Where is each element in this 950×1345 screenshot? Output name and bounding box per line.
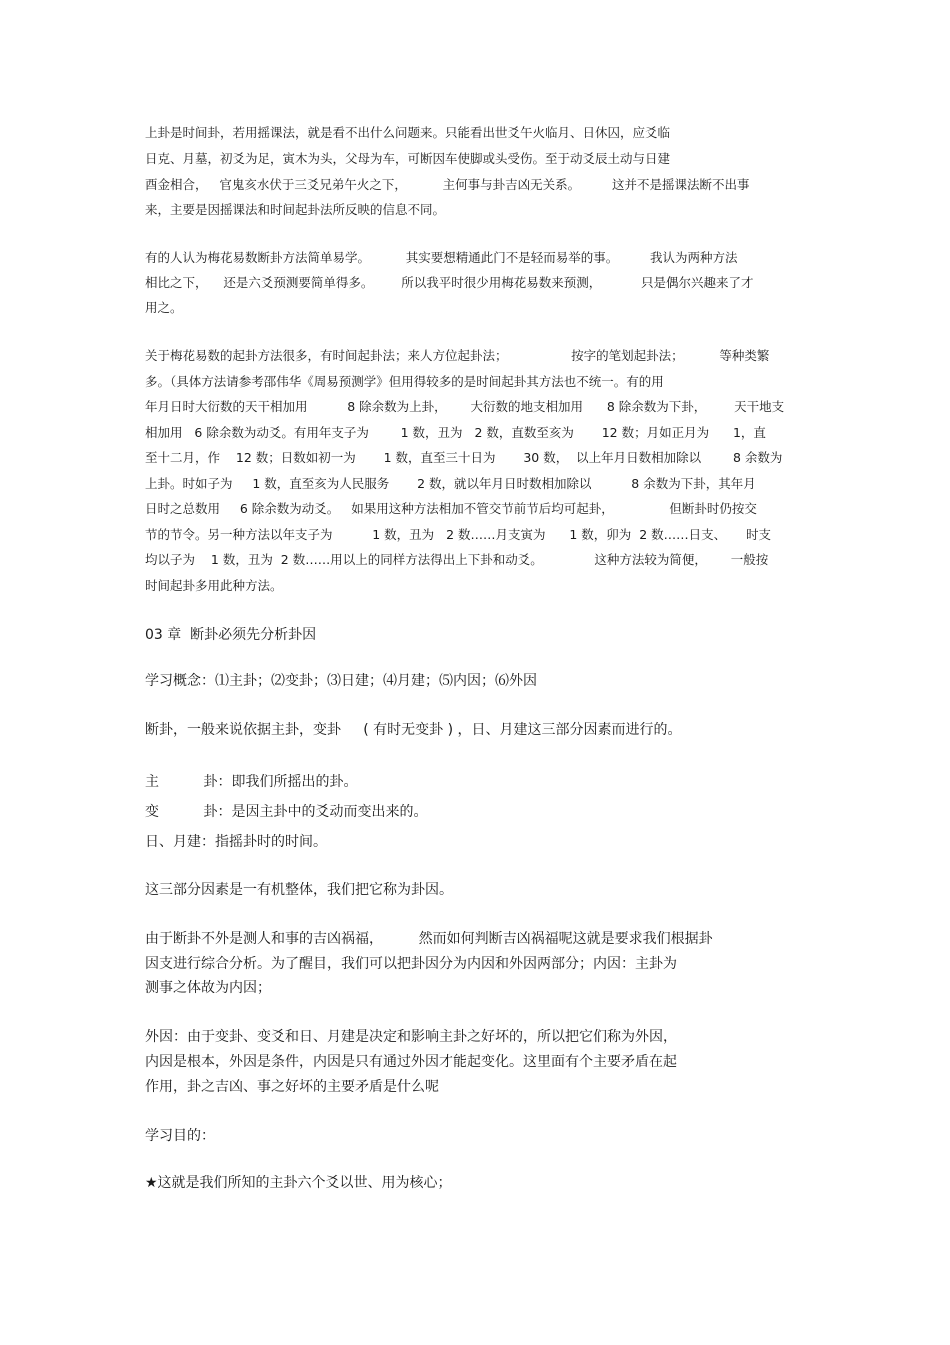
outer-line-3: 作用，卦之吉凶、事之好坏的主要矛盾是什么呢 — [145, 1079, 439, 1095]
para2-line-3: 用之。 — [145, 300, 183, 315]
para3-line-1: 关于梅花易数的起卦方法很多，有时间起卦法；来人方位起卦法； 按字的笔划起卦法； 等种类繁 — [145, 348, 770, 363]
para3-line-10: 时间起卦多用此种方法。 — [145, 578, 283, 593]
para1-line-4: 来，主要是因摇课法和时间起卦法所反映的信息不同。 — [145, 202, 446, 217]
purpose-item: ★这就是我们所知的主卦六个爻以世、用为核心； — [145, 1175, 452, 1191]
para3-line-6: 上卦。时如子为 1 数，直至亥为人民服务 2 数，就以年月日时数相加除以 8 余数为下卦，其年月 — [145, 476, 756, 491]
para3-line-5: 至十二月，作 12 数；日数如初一为 1 数，直至三十日为 30 数， 以上年月日数相加除以 8 余数为 — [145, 450, 783, 465]
inner-line-2: 因支进行综合分析。为了醒目，我们可以把卦因分为内因和外因两部分；内因：主卦为 — [145, 956, 677, 972]
inner-line-3: 测事之体故为内因； — [145, 980, 271, 996]
inner-line-1: 由于断卦不外是测人和事的吉凶祸福， 然而如何判断吉凶祸福呢这就是要求我们根据卦 — [145, 931, 713, 947]
para2-line-2: 相比之下， 还是六爻预测要简单得多。 所以我平时很少用梅花易数来预测， 只是偶尔兴趣来了才 — [145, 275, 754, 290]
outer-line-1: 外因：由于变卦、变爻和日、月建是决定和影响主卦之好坏的，所以把它们称为外因， — [145, 1029, 677, 1045]
intro-sentence: 断卦，一般来说依据主卦，变卦 ( 有时无变卦 ) ，日、月建这三部分因素而进行的。 — [145, 722, 682, 738]
para3-line-7: 日时之总数用 6 除余数为动爻。 如果用这种方法相加不管交节前节后均可起卦， 但断卦时仍按交 — [145, 501, 757, 516]
para3-line-2: 多。（具体方法请参考邵伟华《周易预测学》但用得较多的是时间起卦其方法也不统一。有的用 — [145, 374, 664, 389]
definition-time: 日、月建：指摇卦时的时间。 — [145, 834, 327, 850]
chapter-title: 03 章 断卦必须先分析卦因 — [145, 627, 317, 643]
para1-line-3: 酉金相合， 官鬼亥水伏于三爻兄弟午火之下， 主何事与卦吉凶无关系。 这并不是摇课法断不出事 — [145, 177, 750, 192]
para3-line-8: 节的节令。另一种方法以年支子为 1 数，丑为 2 数……月支寅为 1 数，卯为 2 数……日支、 时支 — [145, 527, 772, 542]
learning-concepts: 学习概念：⑴主卦；⑵变卦；⑶日建；⑷月建；⑸内因；⑹外因 — [145, 673, 537, 689]
para3-line-9: 均以子为 1 数，丑为 2 数……用以上的同样方法得出上下卦和动爻。 这种方法较为简便， 一般按 — [145, 552, 769, 567]
para1-line-2: 日克、月墓，初爻为足，寅木为头，父母为车，可断因车使脚或头受伤。至于动爻辰土动与日建 — [145, 151, 671, 166]
para3-line-3: 年月日时大衍数的天干相加用 8 除余数为上卦， 大衍数的地支相加用 8 除余数为下卦， 天干地支 — [145, 399, 785, 414]
purpose-label: 学习目的： — [145, 1128, 215, 1144]
para3-line-4: 相加用 6 除余数为动爻。有用年支子为 1 数，丑为 2 数，直数至亥为 12 数；月如正月为 1，直 — [145, 425, 766, 440]
definition-change: 变 卦：是因主卦中的爻动而变出来的。 — [145, 804, 428, 820]
whole-sentence: 这三部分因素是一有机整体，我们把它称为卦因。 — [145, 882, 453, 898]
para1-line-1: 上卦是时间卦，若用摇课法，就是看不出什么问题来。只能看出世爻午火临月、日休囚，应爻临 — [145, 125, 671, 140]
para2-line-1: 有的人认为梅花易数断卦方法简单易学。 其实要想精通此门不是轻而易举的事。 我认为两种方法 — [145, 250, 738, 265]
definition-main: 主 卦：即我们所摇出的卦。 — [145, 774, 358, 790]
outer-line-2: 内因是根本，外因是条件，内因是只有通过外因才能起变化。这里面有个主要矛盾在起 — [145, 1054, 677, 1070]
